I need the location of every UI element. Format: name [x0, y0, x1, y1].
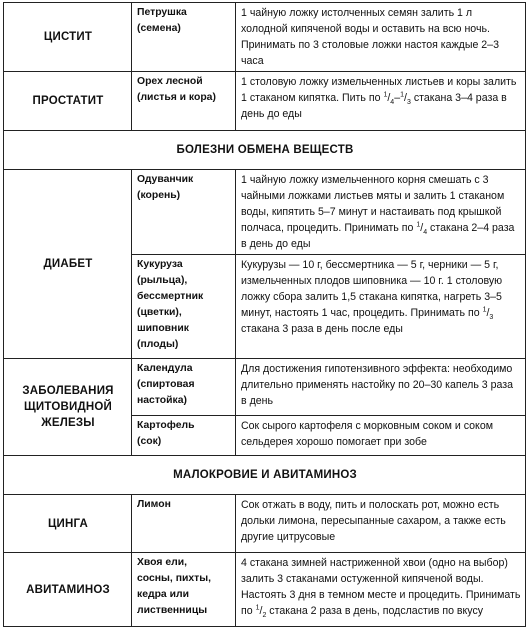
table-row	[4, 495, 526, 553]
recipe-text: 4 стакана зимней настриженной хвои (одно на выбор) залить 3 стаканами остуженной кипяченой воды. Настоять 3 дня в темном месте и процедить. Принимать по $^1/_2$ стакана 2 раза в день, подсластив по вкусу	[236, 553, 526, 627]
recipe-text: Для достижения гипотензивного эффекта: необходимо длительно применять настойку по 20–30 капель 3 раза в день	[236, 359, 526, 416]
recipe-text: Кукурузы — 10 г, бессмертника — 5 г, черники — 5 г, измельченных плодов шиповника — 10 г. 1 столовую ложку сбора залить 1,5 стакана кипятка, нагреть 3–5 минут, настоять 1 час, процедить. Принимать по $^1/_3$ стакана 3 раза в день после еды	[236, 255, 526, 359]
plant-name: Лимон	[132, 495, 236, 553]
recipe-text-part: стакана 3 раза в день после еды	[241, 323, 403, 335]
plant-name: Картофель (сок)	[132, 416, 236, 456]
plant-name: Орех лесной (листья и кора)	[132, 72, 236, 131]
section-row	[4, 456, 526, 495]
recipe-text-part: Кукурузы — 10 г, бессмертника — 5 г, черники — 5 г, измельченных плодов шиповника — 10 г. 1 столовую ложку сбора залить 1,5 стакана кипятка, нагреть 3–5 минут, настоять 1 час, процедить. Принимать по	[241, 259, 503, 319]
fraction-denominator: 4	[390, 99, 395, 107]
fraction-numerator: 1	[482, 306, 487, 314]
table-row	[4, 553, 526, 627]
plant-name: Одуванчик (корень)	[132, 170, 236, 255]
plant-name: Хвоя ели, сосны, пихты, кедра или лиственницы	[132, 553, 236, 627]
recipe-text-part: 1 чайную ложку измельченного корня смешать с 3 чайными ложками листьев мяты и залить 1 стаканом воды, кипятить 5–7 минут и настаивать под крышкой полчаса, процедить. Принимать по	[241, 174, 505, 234]
recipe-text-part: стакана 2 раза в день, подсластив по вкусу	[266, 605, 484, 617]
plant-name: Кукуруза (рыльца), бессмертник (цветки), шиповник (плоды)	[132, 255, 236, 359]
recipe-text: 1 чайную ложку измельченного корня смешать с 3 чайными ложками листьев мяты и залить 1 стаканом воды, кипятить 5–7 минут и настаивать под крышкой полчаса, процедить. Принимать по $^1/_4$ стакана 2–4 раза в день до еды	[236, 170, 526, 255]
plant-name: Календула (спиртовая настойка)	[132, 359, 236, 416]
table-row	[4, 3, 526, 72]
disease-name: ЗАБОЛЕВАНИЯ ЩИТОВИДНОЙ ЖЕЛЕЗЫ	[4, 359, 132, 456]
recipe-text: Сок сырого картофеля с морковным соком и соком сельдерея хорошо помогает при зобе	[236, 416, 526, 456]
section-heading: БОЛЕЗНИ ОБМЕНА ВЕЩЕСТВ	[4, 131, 526, 170]
herbal-remedies-table	[3, 2, 526, 627]
recipe-text-part: 1 столовую ложку измельченных листьев и коры залить 1 стаканом кипятка. Пить по	[241, 76, 517, 104]
fraction-denominator: 2	[262, 612, 267, 620]
section-heading: МАЛОКРОВИЕ И АВИТАМИНОЗ	[4, 456, 526, 495]
section-row	[4, 131, 526, 170]
fraction-numerator: 1	[255, 604, 260, 612]
recipe-text: 1 чайную ложку истолченных семян залить 1 л холодной кипяченой воды и оставить на всю ночь. Принимать по 3 столовые ложки настоя каждые 2–3 часа	[236, 3, 526, 72]
fraction-numerator: 1	[383, 91, 388, 99]
disease-name: ДИАБЕТ	[4, 170, 132, 359]
fraction-denominator: 3	[489, 314, 494, 322]
disease-name: ПРОСТАТИТ	[4, 72, 132, 131]
plant-name: Петрушка (семена)	[132, 3, 236, 72]
table-row	[4, 170, 526, 255]
table-row	[4, 72, 526, 131]
disease-name: ЦИНГА	[4, 495, 132, 553]
fraction-numerator: 1	[416, 221, 421, 229]
recipe-text-part: 4 стакана зимней настриженной хвои (одно на выбор) залить 3 стаканами остуженной кипяченой воды. Настоять 3 дня в темном месте и процедить. Принимать по	[241, 557, 521, 617]
recipe-text-part: стакана 3–4 раза в день до еды	[241, 92, 507, 120]
recipe-text: Сок отжать в воду, пить и полоскать рот, можно есть дольки лимона, пересыпанные сахаром, а также есть другие цитрусовые	[236, 495, 526, 553]
table-row	[4, 359, 526, 416]
disease-name: АВИТАМИНОЗ	[4, 553, 132, 627]
fraction-separator: –	[394, 92, 401, 104]
disease-name: ЦИСТИТ	[4, 3, 132, 72]
fraction-numerator: 1	[400, 91, 405, 99]
fraction-denominator: 3	[406, 99, 411, 107]
fraction-denominator: 4	[423, 229, 428, 237]
recipe-text-part: стакана 2–4 раза в день до еды	[241, 222, 515, 250]
recipe-text: 1 столовую ложку измельченных листьев и коры залить 1 стаканом кипятка. Пить по $^1/_4-^1/_3$ стакана 3–4 раза в день до еды	[236, 72, 526, 131]
